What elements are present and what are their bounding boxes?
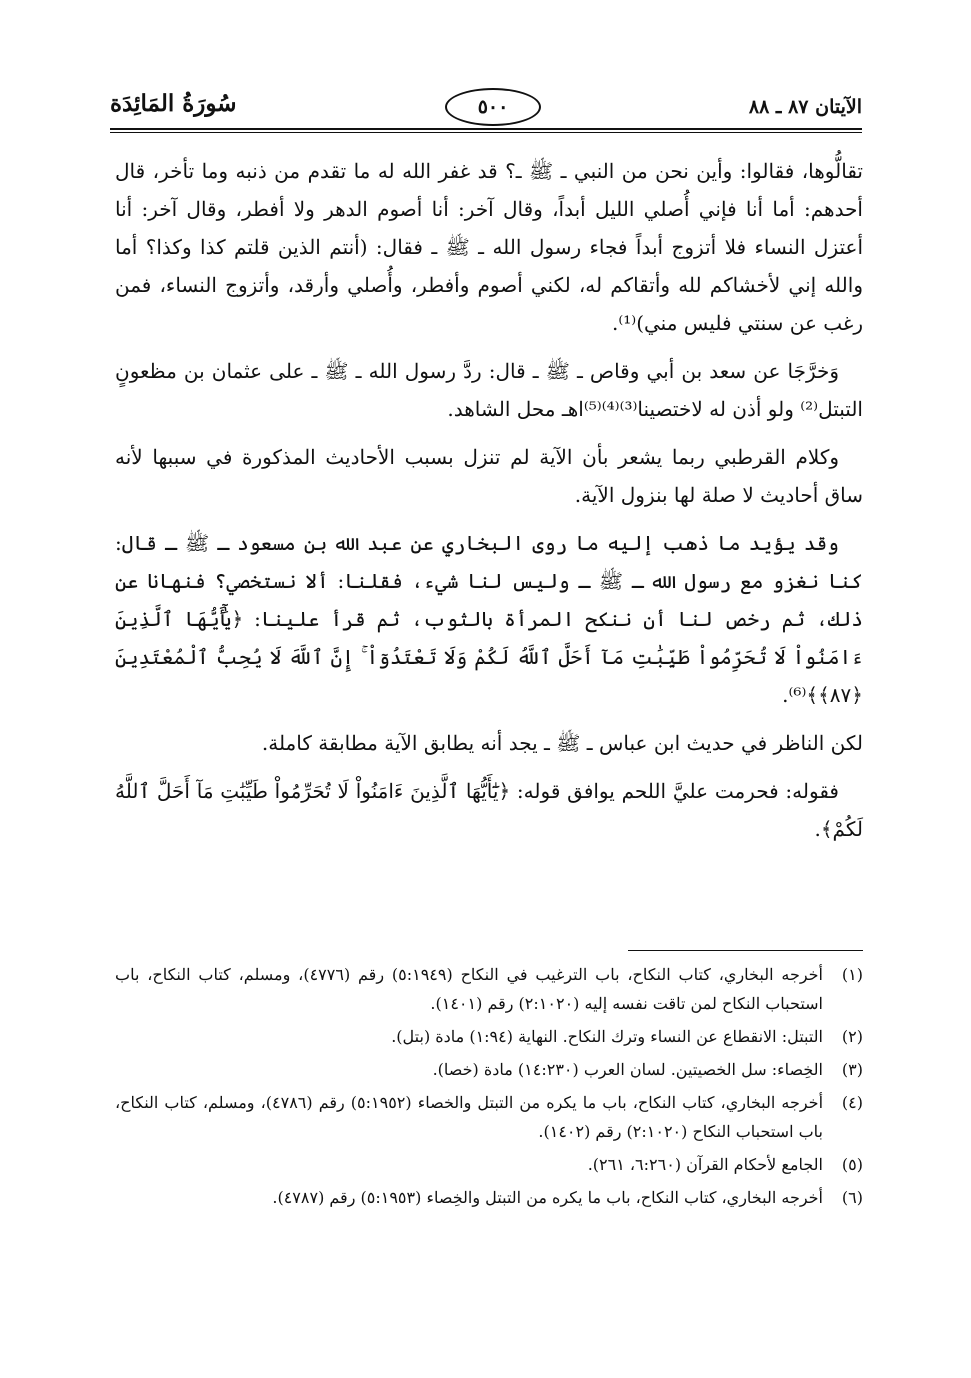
footnote: [115, 1183, 863, 1212]
footnotes: [115, 960, 863, 1216]
footnote: [115, 1055, 863, 1084]
footnote: [115, 1088, 863, 1146]
header-rule: [110, 128, 862, 130]
footnote-text: الخِصاء: سل الخصيتين. لسان العرب (١٤:٢٣٠) مادة (خصا).: [432, 1060, 823, 1079]
page-header: [110, 88, 862, 134]
footnote-text: أخرجه البخاري، كتاب النكاح، باب ما يكره من التبتل والخِصاء (٥:١٩٥٣) رقم (٤٧٨٧).: [272, 1188, 823, 1207]
verse-range: الآيتان ٨٧ ـ ٨٨: [748, 96, 862, 118]
footnote-number: (٤): [841, 1093, 863, 1112]
paragraph: فقوله: فحرمت عليَّ اللحم يوافق قوله: ﴿يَٰٓأَيُّهَا ٱلَّذِينَ ءَامَنُواْ لَا تُحَرِّمُواْ طَيِّبَٰتِ مَآ أَحَلَّ ٱللَّهُ لَكُمْ﴾.: [115, 779, 863, 841]
footnote-text: أخرجه البخاري، كتاب النكاح، باب الترغيب في النكاح (٥:١٩٤٩) رقم (٤٧٧٦)، ومسلم، كتاب النكاح، باب استحباب النكاح لمن تاقت نفسه إليه (٢:١٠٢٠) رقم (١٤٠١).: [115, 965, 823, 1013]
footnote-separator: [628, 950, 863, 951]
footnote-text: التبتل: الانقطاع عن النساء وترك النكاح. النهاية (١:٩٤) مادة (بتل).: [391, 1027, 823, 1046]
footnote-number: (٥): [841, 1155, 863, 1174]
paragraph: وَخرَّجَا عن سعد بن أبي وقاص ـ ﷺ ـ قال: ردَّ رسول الله ـ ﷺ ـ على عثمان بن مظعونٍ التبتل⁽²⁾ ولو أذن له لاختصينا⁽³⁾⁽⁴⁾⁽⁵⁾اهـ محل الشاهد.: [115, 359, 863, 421]
paragraph: وكلام القرطبي ربما يشعر بأن الآية لم تنزل بسبب الأحاديث المذكورة في سببها لأنه ساق أحاديث لا صلة لها بنزول الآية.: [115, 445, 863, 507]
footnote-number: (١): [841, 965, 863, 984]
paragraph: تقالُّوها، فقالوا: وأين نحن من النبي ـ ﷺ ـ؟ قد غفر الله له ما تقدم من ذنبه وما تأخر، قال أحدهم: أما أنا فإني أُصلي الليل أبداً، وقال آخر: أنا أصوم الدهر ولا أفطر، وقال آخر: أنا أعتزل النساء فلا أتزوج أبداً فجاء رسول الله ـ ﷺ ـ فقال: (أنتم الذين قلتم كذا وكذا؟ أما والله إني لأخشاكم لله وأتقاكم له، لكني أصوم وأفطر، وأُصلي وأرقد، وأتزوج النساء، فمن رغب عن سنتي فليس مني)⁽¹⁾.: [115, 159, 863, 335]
footnote-number: (٦): [841, 1188, 863, 1207]
page-number: ٥٠٠: [445, 88, 541, 126]
surah-title: سُورَةُ المَائِدَة: [110, 90, 237, 117]
footnote-number: (٣): [841, 1060, 863, 1079]
footnote: [115, 1150, 863, 1179]
footnote-number: (٢): [841, 1027, 863, 1046]
footnote-text: أخرجه البخاري، كتاب النكاح، باب ما يكره من التبتل والخصاء (٥:١٩٥٢) رقم (٤٧٨٦)، ومسلم، كتاب النكاح، باب استحباب النكاح (٢:١٠٢٠) رقم (١٤٠٢).: [115, 1093, 824, 1141]
paragraph: وقد يؤيد ما ذهب إليه ما روى البخاري عن عبد الله بن مسعود ـ ﷺ ـ قال: كنا نغزو مع رسول الله ـ ﷺ ـ وليس لنا شيء، فقلنا: ألا نستخصي؟ فنهانا عن ذلك، ثم رخص لنا أن ننكح المرأة بالثوب، ثم قرأ علينا: ﴿يَٰٓأَيُّهَا ٱلَّذِينَ ءَامَنُواْ لَا تُحَرِّمُواْ طَيِّبَٰتِ مَآ أَحَلَّ ٱللَّهُ لَكُمْ وَلَا تَعْتَدُوٓاْ ۚ إِنَّ ٱللَّهَ لَا يُحِبُّ ٱلْمُعْتَدِينَ ﴿٨٧﴾﴾⁽⁶⁾.: [115, 531, 863, 707]
paragraph: لكن الناظر في حديث ابن عباس ـ ﷺ ـ يجد أنه يطابق الآية مطابقة كاملة.: [261, 731, 863, 755]
footnote: [115, 960, 863, 1018]
header-rule-thin: [110, 132, 862, 133]
footnote-text: الجامع لأحكام القرآن (٦:٢٦٠، ٢٦١).: [587, 1155, 823, 1174]
footnote: [115, 1022, 863, 1051]
main-text: [115, 152, 863, 858]
